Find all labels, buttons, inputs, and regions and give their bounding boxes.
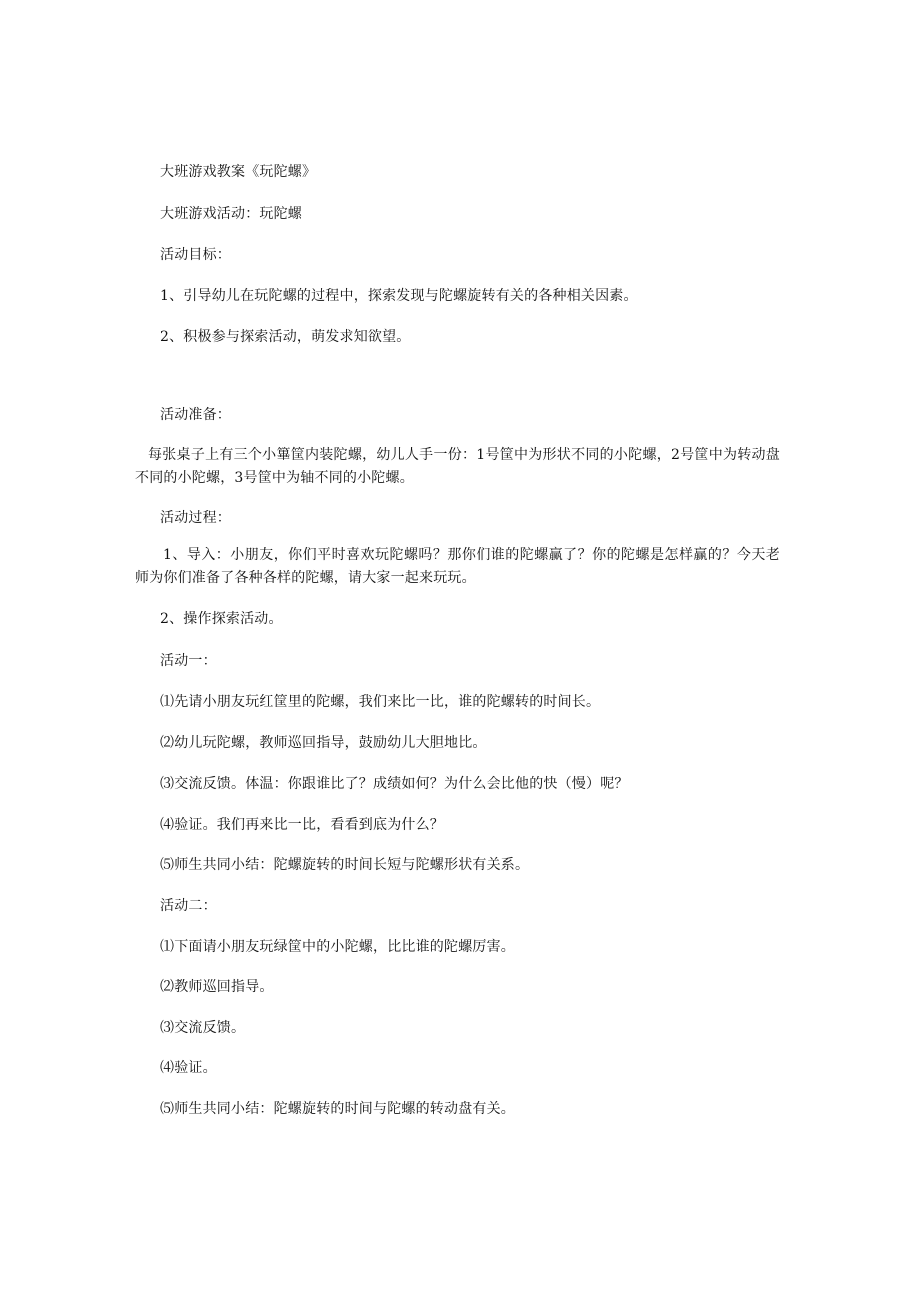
activity-2-item: ⑵教师巡回指导。 — [160, 979, 274, 995]
activity-2-heading: 活动二： — [160, 898, 217, 914]
process-step-2: 2、操作探索活动。 — [160, 611, 283, 627]
prep-paragraph: 每张桌子上有三个小篳筐内装陀螺，幼儿人手一份：1号筐中为形状不同的小陀螺，2号筐中为转动盘不同的小陀螺，3号筐中为轴不同的小陀螺。 — [135, 447, 780, 486]
activity-1-item: ⑴先请小朋友玩红筐里的陀螺，我们来比一比，谁的陀螺转的时间长。 — [160, 694, 601, 710]
goal-item-1: 1、引导幼儿在玩陀螺的过程中，探索发现与陀螺旋转有关的各种相关因素。 — [160, 288, 638, 304]
document-title: 大班游戏教案《玩陀螺》 — [160, 164, 317, 180]
document-subtitle: 大班游戏活动：玩陀螺 — [160, 206, 302, 222]
goal-item-2: 2、积极参与探索活动，萌发求知欲望。 — [160, 329, 411, 345]
activity-2-item: ⑶交流反馈。 — [160, 1020, 246, 1036]
activity-1-heading: 活动一： — [160, 653, 217, 669]
goals-heading: 活动目标： — [160, 247, 231, 263]
process-heading: 活动过程： — [160, 510, 231, 526]
activity-1-item: ⑵幼儿玩陀螺，教师巡回指导，鼓励幼儿大胆地比。 — [160, 735, 487, 751]
activity-2-item: ⑴下面请小朋友玩绿筐中的小陀螺，比比谁的陀螺厉害。 — [160, 939, 515, 955]
activity-2-item: ⑸师生共同小结：陀螺旋转的时间与陀螺的转动盘有关。 — [160, 1101, 515, 1117]
activity-1-item: ⑸师生共同小结：陀螺旋转的时间长短与陀螺形状有关系。 — [160, 857, 530, 873]
process-step-1: 1、导入：小朋友，你们平时喜欢玩陀螺吗？那你们谁的陀螺赢了？你的陀螺是怎样赢的？今天老师为你们准备了各种各样的陀螺，请大家一起来玩玩。 — [135, 547, 780, 586]
prep-heading: 活动准备： — [160, 407, 231, 423]
activity-1-item: ⑷验证。我们再来比一比，看看到底为什么？ — [160, 817, 444, 833]
activity-1-item: ⑶交流反馈。体温：你跟谁比了？成绩如何？为什么会比他的快（慢）呢？ — [160, 776, 629, 792]
activity-2-item: ⑷验证。 — [160, 1060, 217, 1076]
